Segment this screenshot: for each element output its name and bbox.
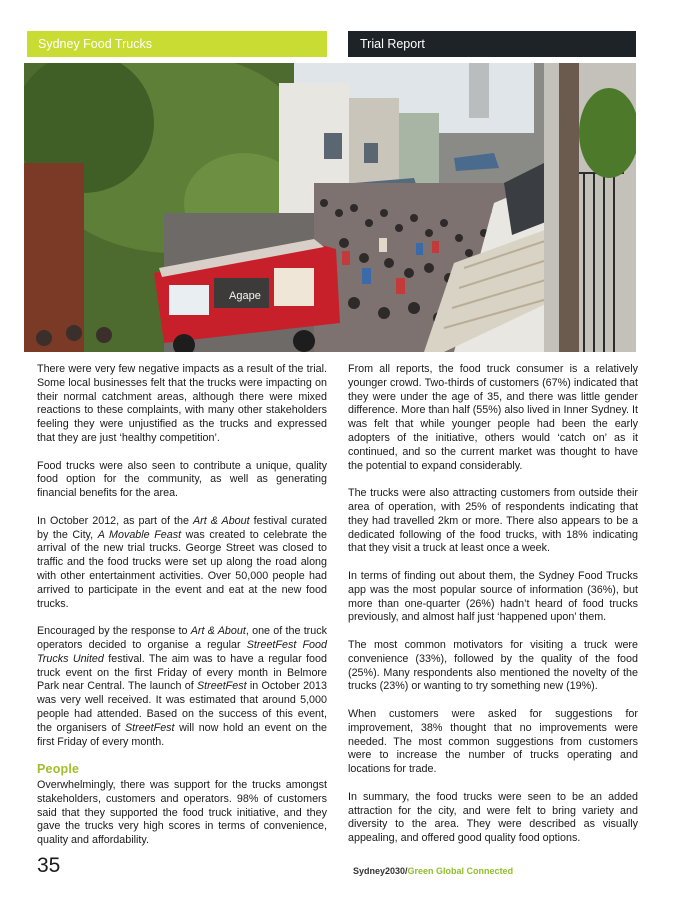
header-section-title-bar (27, 31, 327, 57)
paragraph-travel: The trucks were also attracting customers from outside their area of operation, with 25% of respondents indicating that they had travelled 2km or more. There also appears to be a dedicated following of the food trucks, with 18% indicating that they visit a truck at least once a week. (348, 487, 638, 555)
paragraph-information-source: In terms of finding out about them, the Sydney Food Trucks app was the most popular source of information (36%), but more than one-quarter (26%) hadn’t heard of food trucks previously, and almost half just ‘happened upon’ them. (348, 569, 638, 624)
sydney2030-logo (353, 866, 513, 876)
paragraph-movable-feast: In October 2012, as part of the Art & About festival curated by the City, A Movable Feast was created to celebrate the arrival of the new trial trucks. George Street was closed to traffic and the food trucks were set up along the road along with other entertainment activities. Over 50,000 people had arrived to participate in the event and eat at the new food trucks. (37, 514, 328, 610)
right-column (348, 363, 638, 860)
logo-text-tagline: Green Global Connected (407, 866, 514, 876)
page-number: 35 (37, 854, 61, 877)
paragraph-support: Overwhelmingly, there was support for the trucks amongst stakeholders, customers and operators. 98% of customers said that they supported the food truck initiative, and they gave the trucks very high scores in terms of convenience, quality and affordability. (37, 778, 327, 847)
left-column (37, 363, 327, 862)
paragraph-motivators: The most common motivators for visiting a truck were convenience (33%), followed by the quality of the food (25%). Many respondents also mentioned the novelty of the trucks (23%) or wanting to try something new (19%). (348, 638, 638, 693)
subheading-people: People (37, 762, 80, 777)
header-report-title-bar (348, 31, 636, 57)
paragraph-streetfest: Encouraged by the response to Art & About, one of the truck operators decided to organise a regular StreetFest Food Trucks United festival. The aim was to have a regular food truck event on the first Friday of every month in Belmore Park near Central. The launch of StreetFest in October 2013 was very well received. It was estimated that around 5,000 people had attended. Based on the success of this event, the organisers of StreetFest will now hold an event on the first Friday of every month. (37, 625, 327, 748)
paragraph-unique-option: Food trucks were also seen to contribute a unique, quality food option for the community, as well as generating financial benefits for the area. (37, 459, 327, 500)
logo-text-sydney2030: Sydney2030/ (353, 866, 408, 876)
paragraph-improvements: When customers were asked for suggestions for improvement, 38% thought that no improvements were needed. The most common suggestions from customers were to increase the number of trucks operating and locations for trade. (348, 707, 638, 776)
paragraph-summary: In summary, the food trucks were seen to be an added attraction for the city, and were felt to bring variety and diversity to the area. They were described as visually appealing, and offered good quality food options. (348, 790, 638, 845)
paragraph-consumer-profile: From all reports, the food truck consumer is a relatively younger crowd. Two-thirds of customers (67%) indicated that they were under the age of 35, and there was little gender difference. More than half (55%) also lived in Inner Sydney. It was felt that while younger people had been the early adopters of the initiative, others would ‘catch on’ as it continued, and so the current market was thought to have the potential to expand considerably. (348, 363, 639, 472)
paragraph-negative-impacts: There were very few negative impacts as a result of the trial. Some local businesses felt that the trucks were impacting on their normal catchment areas, although there were mixed reactions to these complaints, with many other stakeholders feeling they were unjustified as the trucks and expressed that they are just ‘healthy competition’. (37, 363, 327, 444)
street-festival-photo (24, 63, 636, 352)
section-title: Sydney Food Trucks (38, 37, 152, 51)
truck-sign: Agape (229, 290, 261, 302)
report-title: Trial Report (360, 37, 425, 51)
